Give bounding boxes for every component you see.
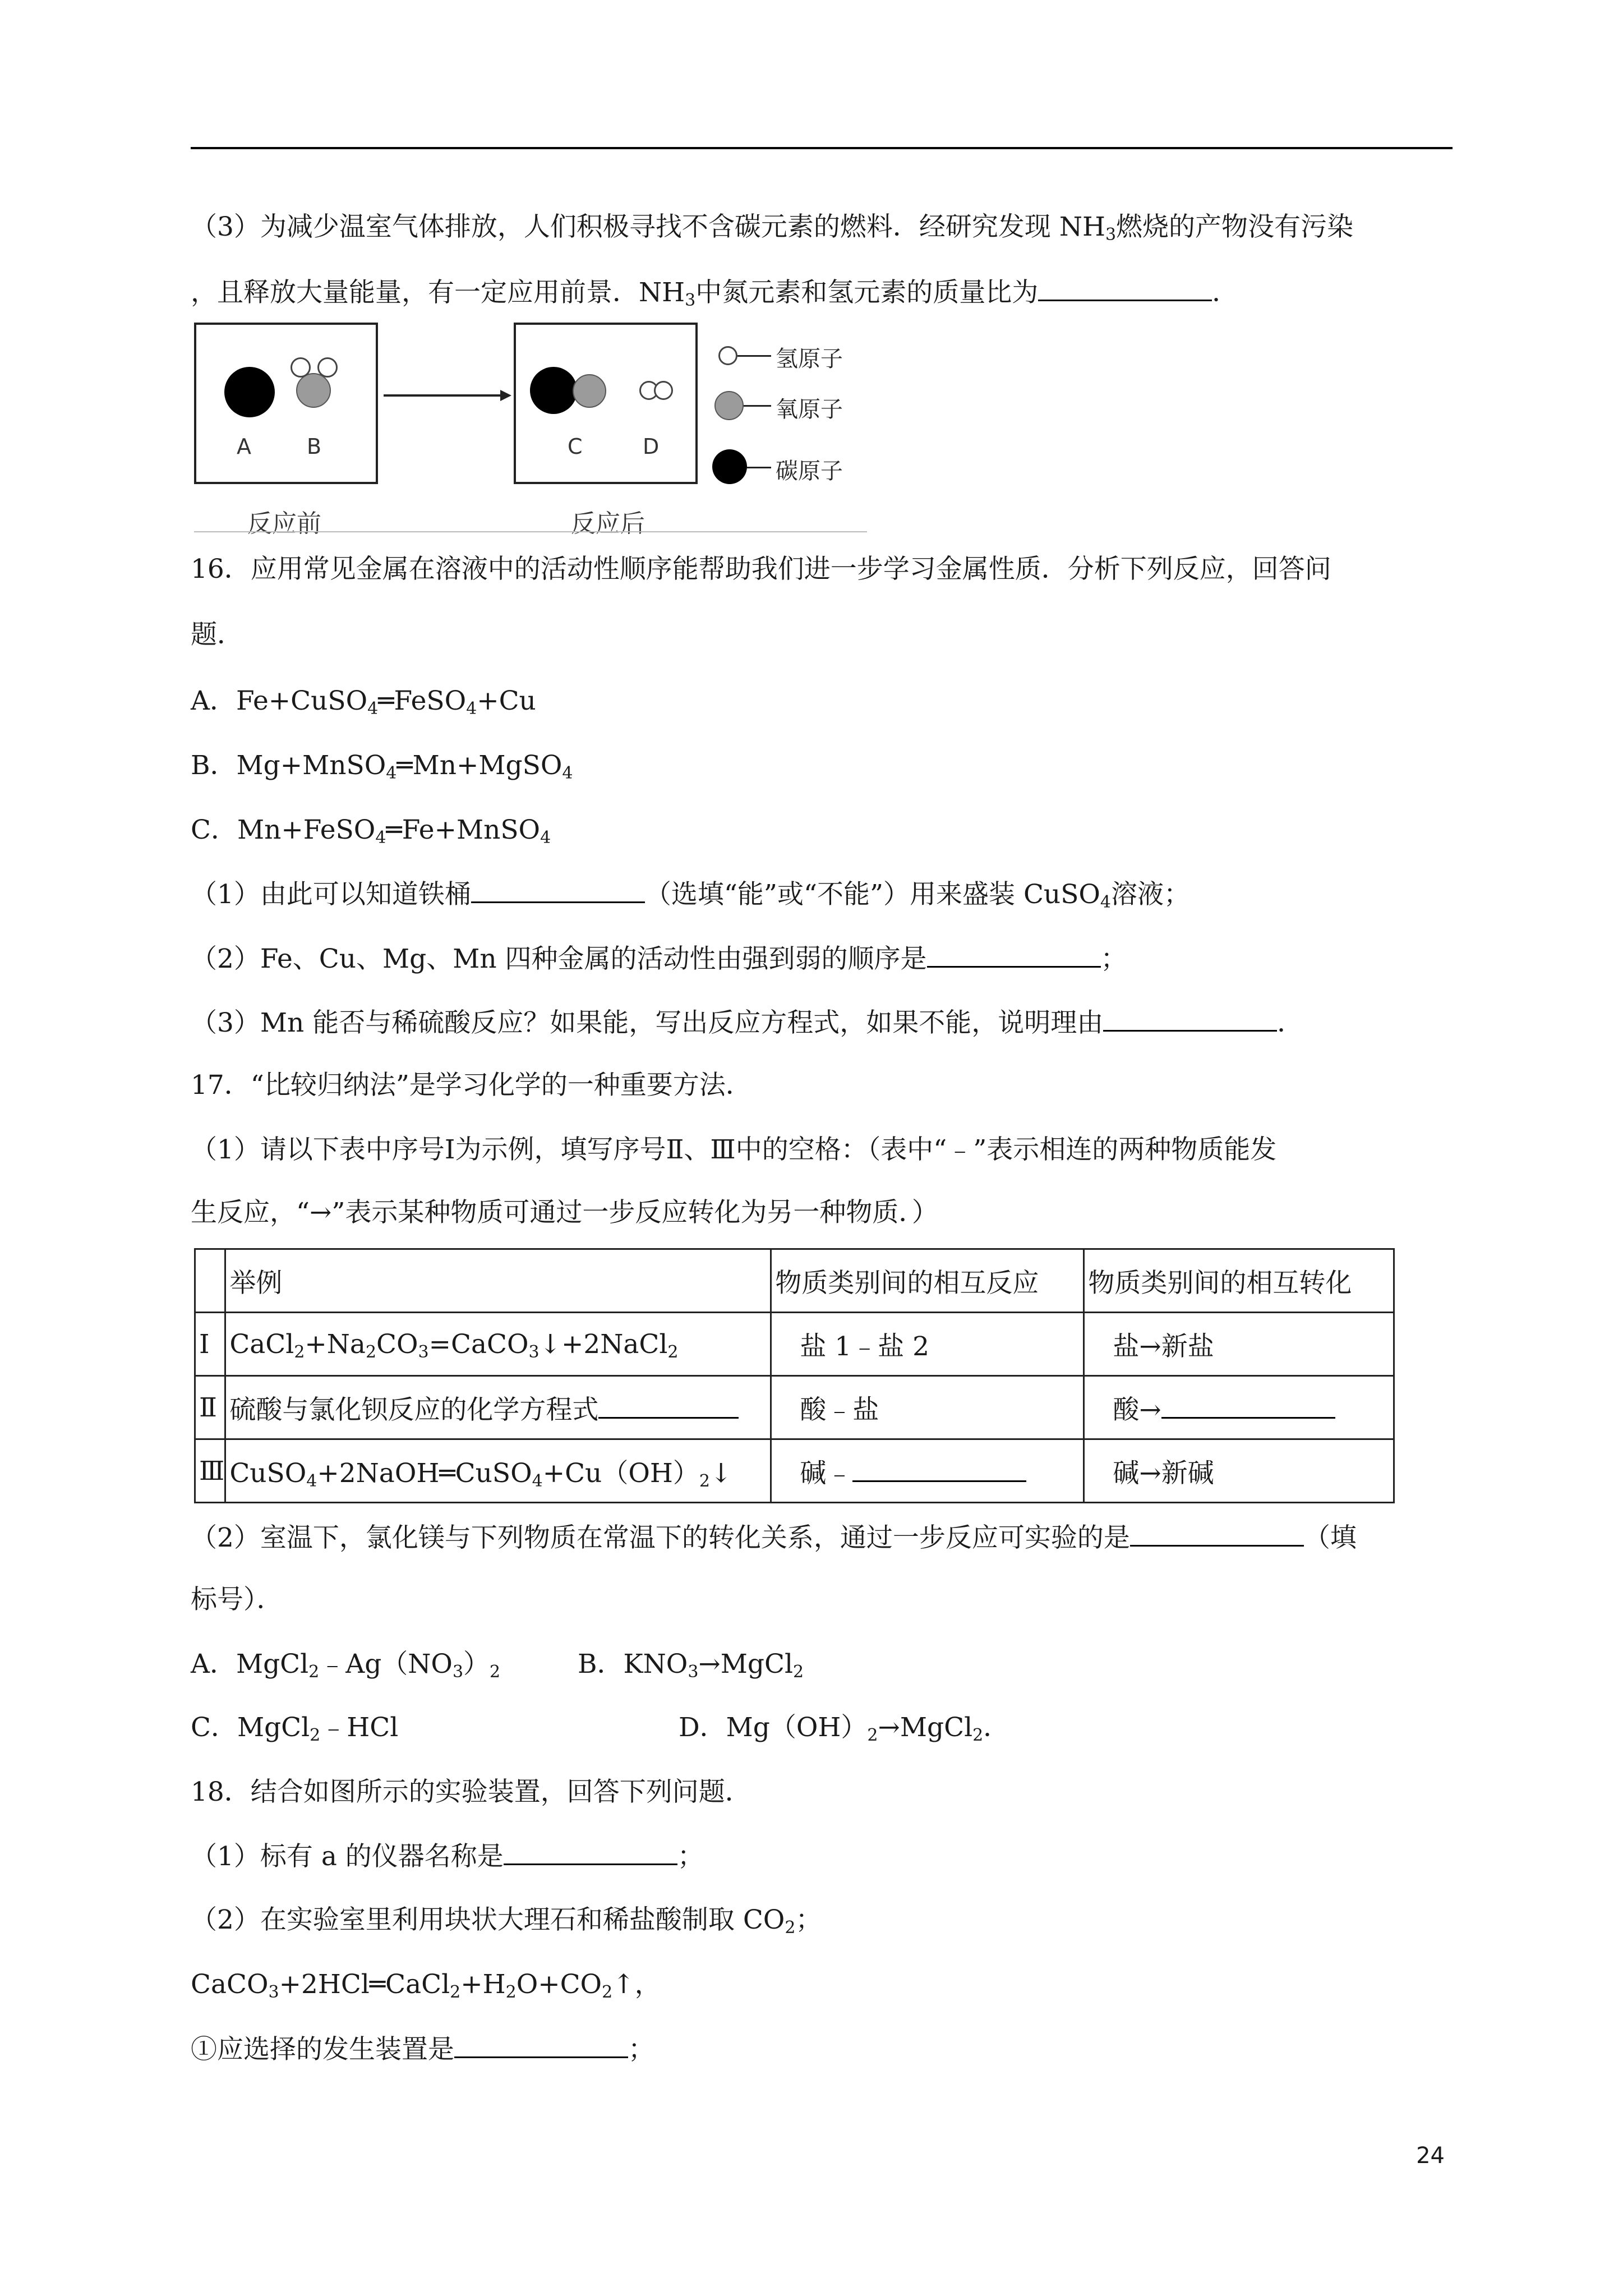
q18-part1 <box>191 1839 704 1874</box>
table-cell <box>1084 1439 1394 1503</box>
text: A．MgCl <box>191 1649 309 1680</box>
q17-part2-cont: 标号）． <box>191 1584 283 1615</box>
answer-blank[interactable] <box>1130 1520 1304 1547</box>
hydrogen-legend-icon <box>718 346 737 365</box>
label-d: D <box>643 434 660 459</box>
text: +Cu（OH） <box>542 1457 699 1489</box>
subscript: 4 <box>562 763 573 783</box>
text: （3）Mn 能否与稀硫酸反应？如果能，写出反应方程式，如果不能，说明理由 <box>191 1007 1104 1038</box>
reaction-cell: 酸﹣盐 <box>800 1394 879 1425</box>
text: ； <box>795 1904 822 1935</box>
legend-carbon: 碳原子 <box>776 458 843 484</box>
q16-stem: 16．应用常见金属在溶液中的活动性顺序能帮助我们进一步学习金属性质．分析下列反应，回答问 <box>191 554 1331 585</box>
q17-option-a <box>191 1648 500 1681</box>
table-cell <box>1084 1313 1394 1376</box>
text: （选填“能”或“不能”）用来盛装 CuSO <box>644 879 1100 910</box>
text: （填 <box>1303 1522 1357 1553</box>
label-c: C <box>568 434 583 459</box>
text: CO <box>376 1328 418 1360</box>
table-cell <box>195 1313 225 1376</box>
before-box <box>194 323 378 484</box>
text: ． <box>1277 1007 1304 1038</box>
subscript: 2 <box>294 1342 305 1362</box>
text: A．Fe+CuSO <box>191 685 368 716</box>
text: →MgCl <box>878 1712 973 1743</box>
q18-stem: 18．结合如图所示的实验装置，回答下列问题． <box>191 1777 751 1807</box>
row-number: Ⅲ <box>199 1455 225 1487</box>
table-header-row <box>195 1249 1394 1313</box>
hydrogen-atom <box>654 381 673 400</box>
subscript: 3 <box>528 1342 540 1362</box>
legend-connector <box>744 405 771 407</box>
table-cell <box>225 1313 771 1376</box>
table-cell <box>771 1376 1084 1439</box>
answer-blank[interactable] <box>471 877 645 903</box>
subscript: 4 <box>386 763 397 783</box>
q17-option-c <box>191 1711 398 1745</box>
q16-part1 <box>191 877 1190 912</box>
text: 溶液； <box>1111 879 1191 910</box>
diagram-baseline <box>194 531 867 532</box>
subscript: 2 <box>699 1471 710 1491</box>
q17-option-d <box>679 1711 1009 1745</box>
text: O+CO <box>516 1969 602 2000</box>
text: ═Fe+MnSO <box>386 815 541 845</box>
table-cell <box>771 1249 1084 1313</box>
subscript: 3 <box>685 291 696 310</box>
subscript: 4 <box>1100 892 1112 912</box>
table-cell <box>225 1439 771 1503</box>
text: CaCl <box>229 1328 294 1360</box>
legend-connector <box>747 467 771 468</box>
row-number: Ⅰ <box>199 1328 210 1360</box>
text: C．Mn+FeSO <box>191 815 376 845</box>
text: （2）在实验室里利用块状大理石和稀盐酸制取 CO <box>191 1904 785 1935</box>
q16-option-b <box>191 749 573 783</box>
oxygen-atom <box>573 374 606 408</box>
answer-blank[interactable] <box>454 2032 628 2058</box>
text: 中氮元素和氢元素的质量比为 <box>695 277 1039 308</box>
transformation-cell: 碱→新碱 <box>1113 1457 1214 1489</box>
text: +Cu <box>477 685 536 716</box>
text: ①应选择的发生装置是 <box>191 2034 454 2065</box>
header-reaction: 物质类别间的相互反应 <box>775 1267 1039 1299</box>
q16-part2 <box>191 941 1127 976</box>
subscript: 4 <box>466 699 477 719</box>
reaction-cell: 碱﹣ <box>800 1457 853 1489</box>
subscript: 3 <box>268 1982 279 2002</box>
carbon-legend-icon <box>712 449 747 484</box>
subscript: 3 <box>418 1342 429 1362</box>
text: ↑， <box>612 1969 661 2000</box>
subscript: 2 <box>308 1662 320 1682</box>
text: ． <box>983 1712 1010 1743</box>
subscript: 2 <box>450 1982 461 2002</box>
q16-option-a <box>191 684 536 718</box>
text: （2）Fe、Cu、Mg、Mn 四种金属的活动性由强到弱的顺序是 <box>191 944 927 974</box>
text: ，且释放大量能量，有一定应用前景．NH <box>191 277 685 308</box>
row-number: Ⅱ <box>199 1392 217 1423</box>
subscript: 2 <box>785 1918 796 1938</box>
header-transformation: 物质类别间的相互转化 <box>1088 1267 1352 1299</box>
hydrogen-atom <box>291 357 311 378</box>
subscript: 4 <box>540 828 551 848</box>
q18-part3 <box>191 2032 654 2067</box>
oxygen-legend-icon <box>714 391 744 420</box>
text: D．Mg（OH） <box>679 1712 868 1743</box>
q17-stem: 17．“比较归纳法”是学习化学的一种重要方法． <box>191 1070 752 1101</box>
subscript: 2 <box>867 1726 878 1745</box>
q17-part1: （1）请以下表中序号Ⅰ为示例，填写序号Ⅱ、Ⅲ中的空格：（表中“﹣”表示相连的两种物质能发 <box>191 1134 1277 1165</box>
answer-blank[interactable] <box>852 1456 1026 1482</box>
table-row <box>195 1376 1394 1439</box>
subscript: 4 <box>367 699 379 719</box>
text: +H <box>460 1969 506 2000</box>
text: ． <box>1212 277 1239 308</box>
reaction-diagram <box>194 323 867 536</box>
q15-line2 <box>191 275 1238 310</box>
q17-option-b <box>578 1648 804 1681</box>
reaction-cell: 盐 1﹣盐 2 <box>800 1331 930 1362</box>
answer-blank[interactable] <box>504 1839 677 1865</box>
table-cell <box>771 1439 1084 1503</box>
subscript: 2 <box>793 1662 804 1682</box>
table-cell <box>195 1249 225 1313</box>
text: ﹣Ag（NO <box>319 1649 453 1680</box>
table-cell <box>195 1376 225 1439</box>
label-b: B <box>307 434 322 459</box>
text: C．MgCl <box>191 1712 310 1743</box>
table-cell <box>225 1249 771 1313</box>
text: ↓+2NaCl <box>539 1328 668 1360</box>
text: ； <box>628 2034 654 2065</box>
header-example: 举例 <box>229 1267 283 1299</box>
text: +2NaOH═CuSO <box>317 1457 532 1489</box>
after-label: 反应后 <box>571 509 645 538</box>
table-cell <box>1084 1249 1394 1313</box>
subscript: 2 <box>365 1342 377 1362</box>
table-row <box>195 1439 1394 1503</box>
table-cell <box>1084 1376 1394 1439</box>
q16-part3 <box>191 1005 1303 1040</box>
text: （3）为减少温室气体排放，人们积极寻找不含碳元素的燃料．经研究发现 NH <box>191 211 1105 242</box>
text: +Na <box>305 1328 366 1360</box>
text: B．KNO <box>578 1649 688 1680</box>
text: B．Mg+MnSO <box>191 750 386 781</box>
text: ） <box>463 1649 490 1680</box>
subscript: 2 <box>972 1726 984 1745</box>
subscript: 3 <box>452 1662 464 1682</box>
text: ═FeSO <box>378 685 467 716</box>
answer-blank[interactable] <box>1103 1005 1277 1032</box>
text: （1）由此可以知道铁桶 <box>191 879 471 910</box>
before-label: 反应前 <box>247 509 321 538</box>
subscript: 2 <box>310 1726 321 1745</box>
text: （1）标有 a 的仪器名称是 <box>191 1841 504 1872</box>
answer-blank[interactable] <box>1161 1392 1335 1419</box>
oxygen-atom <box>296 373 331 408</box>
text: ； <box>1100 944 1127 974</box>
legend-connector <box>737 355 771 357</box>
text: →MgCl <box>698 1649 793 1680</box>
q16-option-c <box>191 813 551 847</box>
carbon-atom <box>224 367 275 417</box>
subscript: 2 <box>667 1342 679 1362</box>
subscript: 3 <box>1105 225 1117 245</box>
transformation-cell: 盐→新盐 <box>1113 1331 1214 1362</box>
carbon-atom <box>530 367 577 414</box>
q15-line1 <box>191 210 1353 244</box>
table-cell <box>225 1376 771 1439</box>
table-row <box>195 1313 1394 1376</box>
table-cell <box>771 1313 1084 1376</box>
subscript: 2 <box>602 1982 613 2002</box>
text: =CaCO <box>428 1328 529 1360</box>
page-number: 24 <box>1416 2143 1445 2169</box>
q17-part1-cont: 生反应，“→”表示某种物质可通过一步反应转化为另一种物质．） <box>191 1197 938 1228</box>
text: 燃烧的产物没有污染 <box>1116 211 1354 242</box>
text: （2）室温下，氯化镁与下列物质在常温下的转化关系，通过一步反应可实验的是 <box>191 1522 1130 1553</box>
comparison-table <box>194 1248 1395 1503</box>
subscript: 2 <box>490 1662 501 1682</box>
transformation-cell: 酸→ <box>1113 1394 1161 1425</box>
table-cell <box>195 1439 225 1503</box>
text: ↓ <box>709 1457 732 1489</box>
text: ； <box>677 1841 704 1872</box>
q17-part2 <box>191 1520 1357 1555</box>
subscript: 4 <box>532 1471 543 1491</box>
subscript: 4 <box>375 828 386 848</box>
subscript: 4 <box>306 1471 317 1491</box>
example-equation <box>226 1458 732 1489</box>
header-rule <box>191 147 1453 149</box>
label-a: A <box>237 434 251 459</box>
subscript: 3 <box>688 1662 699 1682</box>
reaction-arrow-icon <box>384 384 513 407</box>
q18-part2 <box>191 1903 822 1937</box>
text: CuSO <box>229 1457 307 1489</box>
text: CaCO <box>191 1969 269 2000</box>
answer-blank[interactable] <box>598 1392 739 1419</box>
example-text: 硫酸与氯化钡反应的化学方程式 <box>229 1394 599 1425</box>
hydrogen-atom <box>317 357 338 378</box>
q16-stem-cont: 题． <box>191 619 243 650</box>
legend-hydrogen: 氢原子 <box>776 346 843 372</box>
text: +2HCl═CaCl <box>279 1969 450 2000</box>
after-box <box>514 323 698 484</box>
text: ═Mn+MgSO <box>396 750 562 781</box>
answer-blank[interactable] <box>1038 275 1212 301</box>
answer-blank[interactable] <box>927 941 1101 968</box>
example-equation <box>226 1329 678 1360</box>
subscript: 2 <box>505 1982 517 2002</box>
text: ﹣HCl <box>320 1712 399 1743</box>
q18-equation <box>191 1968 661 2001</box>
legend-oxygen: 氧原子 <box>776 397 843 422</box>
